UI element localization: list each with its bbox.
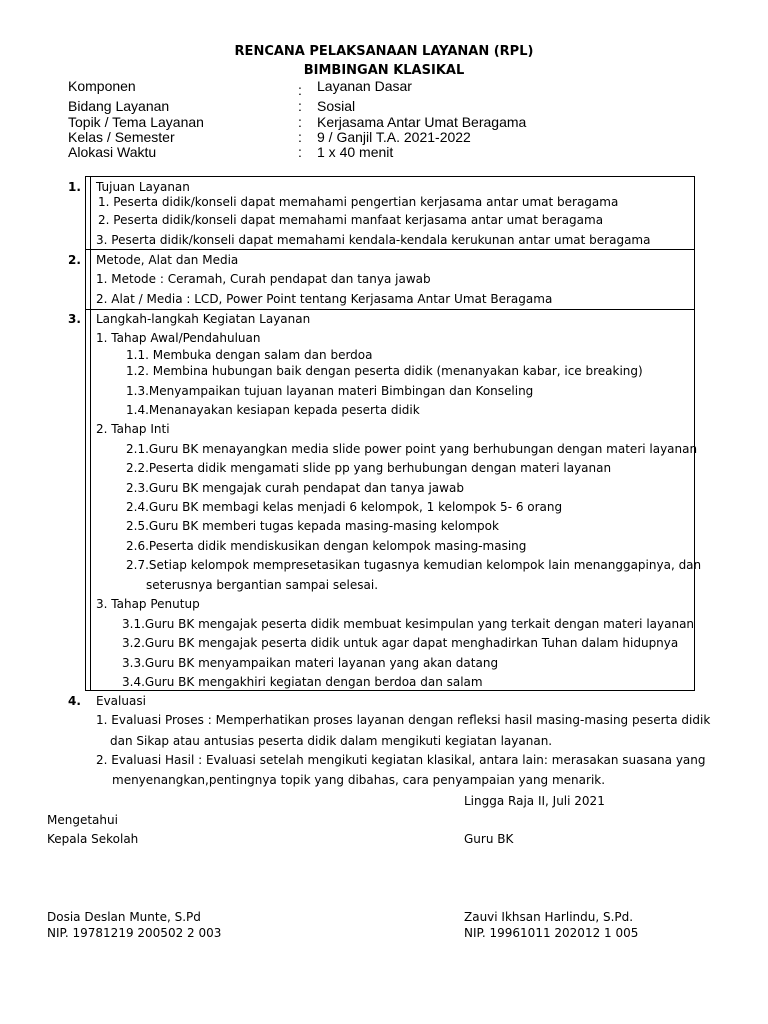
list-item: 2. Peserta didik/konseli dapat memahami manfaat kerjasama antar umat beragama	[98, 213, 604, 227]
list-item-continuation: seterusnya bergantian sampai selesai.	[146, 578, 379, 592]
counselor-nip: NIP. 19961011 202012 1 005	[464, 926, 639, 940]
table-border-right	[694, 176, 695, 691]
section-number: 4.	[68, 694, 81, 708]
list-item: 2.7.Setiap kelompok mempresetasikan tugasnya kemudian kelompok lain menanggapinya, dan	[126, 558, 702, 572]
list-item-continuation: menyenangkan,pentingnya topik yang dibahas, cara penyampaian yang menarik.	[112, 773, 606, 787]
stage-heading: 2. Tahap Inti	[96, 422, 170, 436]
principal-title: Kepala Sekolah	[47, 832, 139, 846]
list-item: 2. Alat / Media : LCD, Power Point tentang Kerjasama Antar Umat Beragama	[96, 292, 553, 306]
list-item: 2.6.Peserta didik mendiskusikan dengan kelompok masing-masing	[126, 539, 527, 553]
section-number: 2.	[68, 253, 81, 267]
meta-label-topik: Topik / Tema Layanan	[68, 114, 204, 130]
table-row-divider	[85, 309, 694, 310]
list-item: 2.5.Guru BK memberi tugas kepada masing-masing kelompok	[126, 519, 499, 533]
meta-colon-alokasi: :	[298, 144, 302, 160]
meta-value-topik: Kerjasama Antar Umat Beragama	[317, 114, 527, 130]
list-item: 1. Metode : Ceramah, Curah pendapat dan tanya jawab	[96, 272, 431, 286]
list-item: 2.3.Guru BK mengajak curah pendapat dan tanya jawab	[126, 481, 464, 495]
list-item: 3.1.Guru BK mengajak peserta didik membuat kesimpulan yang terkait dengan materi layanan	[122, 617, 695, 631]
section-number: 1.	[68, 180, 81, 194]
list-item: 1. Evaluasi Proses : Memperhatikan proses layanan dengan refleksi hasil masing-masing peserta didik	[96, 713, 711, 727]
meta-value-bidang: Sosial	[317, 98, 356, 114]
list-item: 3.4.Guru BK mengakhiri kegiatan dengan berdoa dan salam	[122, 675, 483, 689]
list-item: 3. Peserta didik/konseli dapat memahami kendala-kendala kerukunan antar umat beragama	[96, 233, 651, 247]
list-item-continuation: dan Sikap atau antusias peserta didik dalam mengikuti kegiatan layanan.	[110, 734, 553, 748]
section-heading: Langkah-langkah Kegiatan Layanan	[96, 312, 311, 326]
table-row-divider	[85, 690, 694, 691]
document-subtitle: BIMBINGAN KLASIKAL	[303, 63, 465, 78]
meta-colon-komponen: :	[298, 82, 302, 98]
list-item: 2. Evaluasi Hasil : Evaluasi setelah mengikuti kegiatan klasikal, antara lain: merasakan suasana yang	[96, 753, 706, 767]
list-item: 1. Peserta didik/konseli dapat memahami pengertian kerjasama antar umat beragama	[98, 195, 619, 209]
section-heading: Tujuan Layanan	[96, 180, 190, 194]
acknowledge-label: Mengetahui	[47, 813, 118, 827]
list-item: 2.1.Guru BK menayangkan media slide power point yang berhubungan dengan materi layanan	[126, 442, 698, 456]
table-column-divider	[90, 176, 91, 691]
principal-nip: NIP. 19781219 200502 2 003	[47, 926, 222, 940]
place-date: Lingga Raja II, Juli 2021	[464, 794, 605, 808]
meta-label-alokasi: Alokasi Waktu	[68, 144, 157, 160]
list-item: 3.2.Guru BK mengajak peserta didik untuk agar dapat menghadirkan Tuhan dalam hidupnya	[122, 636, 679, 650]
counselor-title: Guru BK	[464, 832, 514, 846]
list-item: 1.2. Membina hubungan baik dengan peserta didik (menanyakan kabar, ice breaking)	[126, 364, 643, 378]
meta-colon-kelas: :	[298, 129, 302, 145]
stage-heading: 1. Tahap Awal/Pendahuluan	[96, 331, 261, 345]
meta-colon-bidang: :	[298, 98, 302, 114]
principal-name: Dosia Deslan Munte, S.Pd	[47, 910, 201, 924]
list-item: 2.4.Guru BK membagi kelas menjadi 6 kelompok, 1 kelompok 5- 6 orang	[126, 500, 563, 514]
meta-label-kelas: Kelas / Semester	[68, 129, 175, 145]
meta-label-bidang: Bidang Layanan	[68, 98, 170, 114]
meta-value-alokasi: 1 x 40 menit	[317, 144, 394, 160]
section-heading: Metode, Alat dan Media	[96, 253, 239, 267]
list-item: 3.3.Guru BK menyampaikan materi layanan yang akan datang	[122, 656, 499, 670]
list-item: 1.3.Menyampaikan tujuan layanan materi Bimbingan dan Konseling	[126, 384, 534, 398]
table-border-left	[85, 176, 86, 691]
meta-colon-topik: :	[298, 114, 302, 130]
table-border-top	[85, 176, 694, 177]
meta-value-kelas: 9 / Ganjil T.A. 2021-2022	[317, 129, 471, 145]
document-title: RENCANA PELAKSANAAN LAYANAN (RPL)	[234, 44, 534, 59]
meta-label-komponen: Komponen	[68, 78, 136, 94]
list-item: 1.4.Menanayakan kesiapan kepada peserta didik	[126, 403, 420, 417]
section-number: 3.	[68, 312, 81, 326]
counselor-name: Zauvi Ikhsan Harlindu, S.Pd.	[464, 910, 634, 924]
list-item: 2.2.Peserta didik mengamati slide pp yang berhubungan dengan materi layanan	[126, 461, 612, 475]
table-row-divider	[85, 249, 694, 250]
meta-value-komponen: Layanan Dasar	[317, 78, 412, 94]
list-item: 1.1. Membuka dengan salam dan berdoa	[126, 348, 373, 362]
section-heading: Evaluasi	[96, 694, 146, 708]
stage-heading: 3. Tahap Penutup	[96, 597, 200, 611]
